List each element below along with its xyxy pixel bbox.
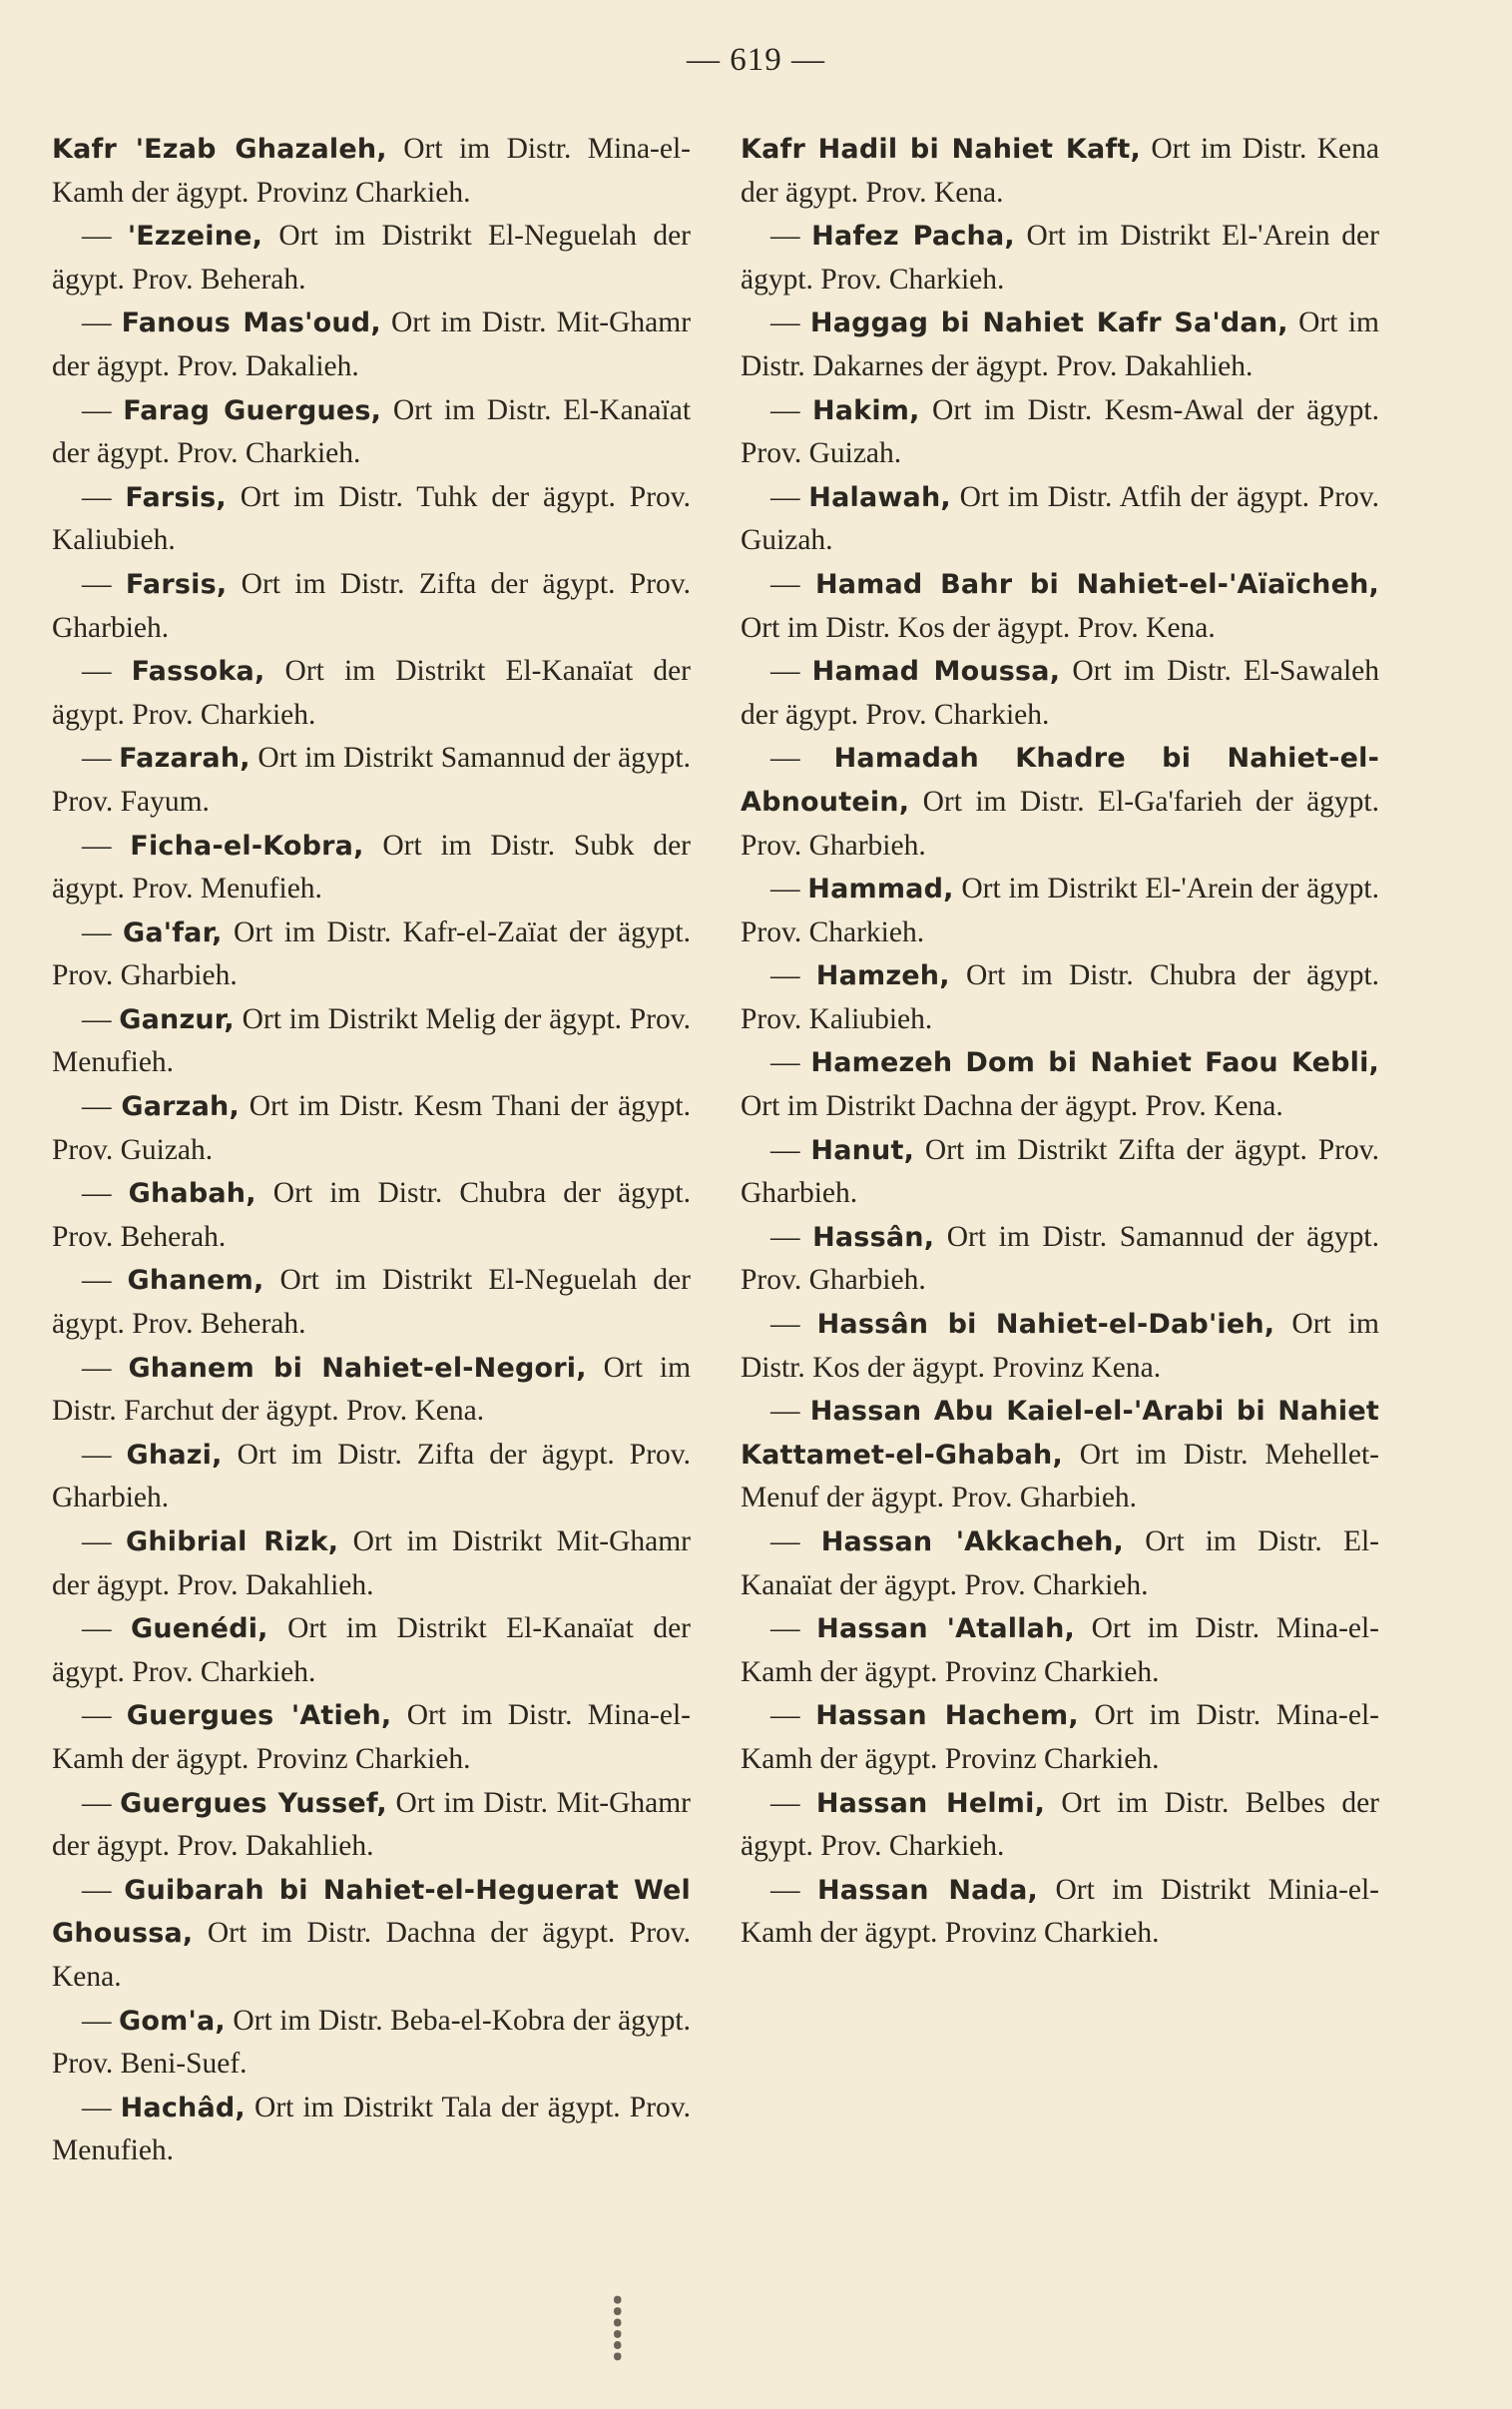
entry-dash: — [82,2091,121,2123]
entry [52,1520,691,1607]
entry-description: Ort im Distrikt Minia-el-Kamh der ägypt. Provinz Charkieh. [741,1873,1380,1950]
entry-dash: — [770,393,812,426]
entry-headword: Hamadah Khadre bi Nahiet-el-Abnoutein, [741,743,1379,818]
entry-description: Ort im Distr. Kafr-el-Zaïat der ägypt. Prov. Gharbieh. [52,915,692,992]
entry-dash: — [770,1395,810,1428]
entry-headword: Hafez Pacha, [811,221,1015,253]
entry-dash: — [82,1786,121,1819]
entry-dash: — [770,1133,811,1166]
entry [741,1869,1379,1956]
entry [52,911,691,998]
entry-description: Ort im Distr. Zifta der ägypt. Prov. Gharbieh. [52,1438,691,1514]
entry [52,737,691,824]
entry-headword: Ghabah, [128,1178,256,1210]
entry-dash: — [82,567,126,600]
entry-headword: Hanut, [810,1134,915,1166]
entry-headword: Hassan Abu Kaiel-el-'Arabi bi Nahiet Kattamet-el-Ghabah, [741,1396,1380,1471]
entry-headword: Guibarah bi Nahiet-el-Heguerat Wel Ghoussa, [52,1874,691,1950]
entry [52,2000,691,2087]
entry-dash: — [770,959,816,992]
entry [741,476,1379,563]
entry-headword: Hammad, [807,874,954,905]
entry-description: Ort im Distr. Atfih der ägypt. Prov. Guizah. [741,480,1379,557]
entry-description: Ort im Distr. Mit-Ghamr der ägypt. Prov. Dakahlieh. [52,1786,692,1863]
entry-dash: — [82,1264,128,1297]
entry [741,215,1379,301]
entry [741,650,1379,737]
entry-dash: — [770,220,812,253]
entry [741,1520,1379,1607]
entry-dash: — [770,1308,817,1341]
entry-description: Ort im Distr. Dakarnes der ägypt. Prov. Dakahlieh. [741,306,1379,382]
entry-dash: — [770,1699,816,1732]
entry-description: Ort im Distr. Mehellet-Menuf der ägypt. Prov. Gharbieh. [741,1438,1379,1514]
entry-dash: — [770,1046,811,1079]
entry-dash: — [770,480,809,513]
entry-headword: Hachâd, [120,2092,246,2123]
entry-dash: — [770,1786,816,1819]
entry-headword: Kafr Hadil bi Nahiet Kaft, [741,134,1141,165]
entry-dash: — [82,1351,129,1384]
entry-dash: — [770,1612,817,1645]
entry-headword: Ghibrial Rizk, [125,1526,339,1557]
entry-dash: — [82,1438,127,1471]
entry [52,1347,691,1434]
entry-description: Ort im Distr. Chubra der ägypt. Prov. Beherah. [52,1177,692,1253]
entry [741,1782,1379,1869]
entry-description: Ort im Distrikt El-Kanaïat der ägypt. Prov. Charkieh. [52,1612,691,1688]
entry-headword: Ghanem bi Nahiet-el-Negori, [128,1352,587,1384]
entry-dash: — [82,742,120,775]
entry-description: Ort im Distr. Mit-Ghamr der ägypt. Prov. Dakalieh. [52,306,692,382]
entry-headword: Kafr 'Ezab Ghazaleh, [52,134,387,165]
entry [52,1869,691,2000]
entry-dash: — [82,1612,131,1645]
ink-mark-icon: ⸽ [610,2295,626,2361]
entry [741,1216,1379,1303]
entry [52,1694,691,1781]
entry-headword: Farsis, [125,568,228,600]
entry-dash: — [82,220,128,253]
entry-headword: Guergues Yussef, [120,1787,387,1819]
entry [52,998,691,1085]
entry-headword: Fazarah, [119,743,251,775]
entry-headword: Hassan 'Akkacheh, [820,1526,1125,1557]
entry-description: Ort im Distr. Beba-el-Kobra der ägypt. Prov. Beni-Suef. [52,2004,692,2081]
entry-headword: Halawah, [808,481,951,513]
entry-description: Ort im Distr. El-Sawaleh der ägypt. Prov. Charkieh. [741,655,1379,731]
entry-description: Ort im Distr. Kena der ägypt. Prov. Kena. [741,133,1379,209]
entry [741,737,1379,868]
entry-dash: — [770,742,834,775]
entry-headword: Hamezeh Dom bi Nahiet Faou Kebli, [810,1047,1380,1079]
entry-description: Ort im Distr. Belbes der ägypt. Prov. Charkieh. [741,1786,1380,1863]
entry [741,128,1379,215]
entry-description: Ort im Distr. Kesm-Awal der ägypt. Prov. Guizah. [741,393,1379,470]
entry [741,1303,1379,1390]
entry-dash: — [770,306,810,339]
entry-headword: Hamzeh, [815,960,950,992]
entry [52,1085,691,1172]
entry [52,2087,691,2173]
entry-description: Ort im Distrikt El-'Arein der ägypt. Prov. Charkieh. [741,873,1380,948]
entry-dash: — [770,1525,821,1557]
entry-description: Ort im Distr. Kos der ägypt. Provinz Kena. [741,1308,1379,1384]
entry-description: Ort im Distrikt Dachna der ägypt. Prov. Kena. [741,1090,1283,1123]
entry-dash: — [82,1873,125,1906]
entry [741,301,1379,388]
entry-description: Ort im Distrikt Melig der ägypt. Prov. Menufieh. [52,1002,691,1079]
entry-description: Ort im Distr. Dachna der ägypt. Prov. Kena. [52,1917,691,1993]
entry-description: Ort im Distr. Samannud der ägypt. Prov. Gharbieh. [741,1220,1379,1297]
entry-headword: Hassân, [812,1221,935,1253]
entry [741,868,1379,954]
entry-headword: Ghanem, [127,1265,264,1297]
entry-headword: Ghazi, [126,1439,223,1471]
entry-headword: Guenédi, [130,1613,268,1645]
entry-headword: Hassan Helmi, [815,1787,1046,1819]
entry-description: Ort im Distr. Mina-el-Kamh der ägypt. Provinz Charkieh. [52,1699,691,1775]
entry-dash: — [82,829,131,862]
entry-dash: — [770,873,808,905]
entry-description: Ort im Distrikt El-Kanaïat der ägypt. Prov. Charkieh. [52,655,691,731]
entry-headword: Hassan Nada, [817,1874,1038,1906]
entry-dash: — [82,655,132,688]
entry [52,215,691,301]
entry-headword: Guergues 'Atieh, [126,1700,392,1732]
entry [741,1041,1379,1128]
entry-description: Ort im Distrikt El-'Arein der ägypt. Prov. Charkieh. [741,220,1379,296]
entry [741,389,1379,476]
entry-dash: — [770,655,812,688]
entry [52,301,691,388]
entry-description: Ort im Distr. El-Kanaïat der ägypt. Prov. Charkieh. [741,1525,1379,1601]
entry-dash: — [82,393,124,426]
entry-dash: — [770,1873,818,1906]
entry-dash: — [82,480,126,513]
entry [52,389,691,476]
entry [741,1694,1379,1781]
entry-dash: — [82,1177,129,1210]
entry [741,1607,1379,1694]
entry-headword: Hamad Moussa, [811,656,1061,688]
entry-description: Ort im Distr. Kos der ägypt. Prov. Kena. [741,611,1216,644]
entry-dash: — [82,1090,122,1123]
entry-headword: Garzah, [121,1091,240,1123]
entry [741,954,1379,1041]
entry [52,1172,691,1259]
entry-headword: Fanous Mas'oud, [121,307,381,339]
entry-description: Ort im Distr. Zifta der ägypt. Prov. Gharbieh. [52,567,691,644]
entry [52,1782,691,1869]
entry [52,650,691,737]
entry-description: Ort im Distr. Kesm Thani der ägypt. Prov. Guizah. [52,1090,691,1166]
entry [52,825,691,911]
entry-headword: Fassoka, [131,656,265,688]
entry-dash: — [82,306,122,339]
left-column [52,128,691,2173]
entry-headword: Ganzur, [119,1003,235,1035]
entry-description: Ort im Distr. Subk der ägypt. Prov. Menufieh. [52,829,692,905]
entry-headword: Farag Guergues, [123,394,382,426]
entry-headword: Farsis, [125,481,227,513]
right-column [741,128,1379,1956]
entry [52,1607,691,1694]
entry-headword: Ficha-el-Kobra, [130,830,364,862]
entry [52,1434,691,1520]
entry-description: Ort im Distr. Farchut der ägypt. Prov. Kena. [52,1351,692,1428]
entry [52,476,691,563]
entry-description: Ort im Distrikt Samannud der ägypt. Prov. Fayum. [52,742,691,818]
entry [741,563,1379,650]
entry-description: Ort im Distrikt Mit-Ghamr der ägypt. Prov. Dakahlieh. [52,1525,691,1601]
entry-description: Ort im Distr. El-Ga'farieh der ägypt. Prov. Gharbieh. [741,785,1379,862]
entry-dash: — [82,915,123,948]
entry [52,128,691,215]
entry-description: Ort im Distrikt El-Neguelah der ägypt. Prov. Beherah. [52,220,691,296]
entry-headword: Ga'far, [122,916,223,948]
entry-headword: Hassan Hachem, [815,1700,1079,1732]
entry-description: Ort im Distr. El-Kanaïat der ägypt. Prov. Charkieh. [52,393,692,470]
entry-headword: Gom'a, [119,2005,226,2037]
entry-description: Ort im Distr. Chubra der ägypt. Prov. Kaliubieh. [741,959,1380,1035]
entry-description: Ort im Distrikt Zifta der ägypt. Prov. Gharbieh. [741,1133,1380,1210]
entry-headword: Hakim, [811,394,920,426]
entry-headword: Haggag bi Nahiet Kafr Sa'dan, [809,307,1288,339]
entry-headword: Hassân bi Nahiet-el-Dab'ieh, [816,1309,1275,1341]
entry-dash: — [770,567,815,600]
entry-description: Ort im Distr. Tuhk der ägypt. Prov. Kaliubieh. [52,480,691,557]
entry-dash: — [82,1525,126,1557]
entry-dash: — [82,1699,127,1732]
entry [52,563,691,650]
entry-description: Ort im Distrikt El-Neguelah der ägypt. Prov. Beherah. [52,1264,691,1341]
entry-description: Ort im Distrikt Tala der ägypt. Prov. Menufieh. [52,2091,691,2167]
entry-description: Ort im Distr. Mina-el-Kamh der ägypt. Provinz Charkieh. [741,1699,1379,1775]
entry [741,1129,1379,1216]
entry-headword: 'Ezzeine, [127,221,263,253]
entry-dash: — [770,1220,813,1253]
entry-description: Ort im Distr. Mina-el-Kamh der ägypt. Provinz Charkieh. [52,133,691,209]
entry-headword: Hamad Bahr bi Nahiet-el-'Aïaïcheh, [814,568,1379,600]
page-number: — 619 — [687,42,825,78]
entry-dash: — [82,1002,120,1035]
entry-description: Ort im Distr. Mina-el-Kamh der ägypt. Provinz Charkieh. [741,1612,1380,1688]
entry-headword: Hassan 'Atallah, [816,1613,1075,1645]
entry-dash: — [82,2004,120,2037]
entry [741,1390,1379,1520]
entry [52,1259,691,1346]
